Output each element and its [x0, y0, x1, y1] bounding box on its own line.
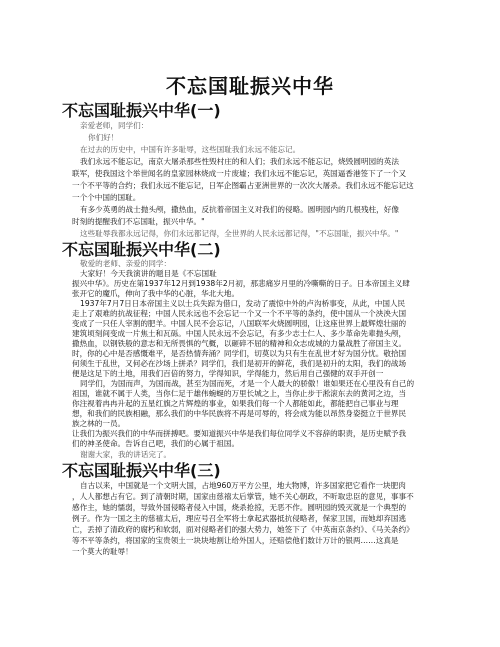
section-2-line: 同学们，为国而声，为国而战，甚至为国而死，才是一个人最大的骄傲！谁如果还在心里没有自己的 [80, 379, 415, 388]
section-2-line: 变成了一只任人宰割的肥羊。中国人民不会忘记，八国联军火烧圆明园，让这座世界上最辉煌壮丽的 [72, 319, 407, 328]
section-2-line: 族之林的一员。 [72, 419, 126, 428]
section-1-line: 亲爱老师，同学们： [80, 121, 149, 130]
section-2-line: 便是这足下的土地，用我们百倍的努力，学得知识，学得能力，然后用自己强健的双手开创一 [72, 369, 384, 378]
section-2-line: 建筑顷刻间变成一片焦土和瓦砾。中国人民永远不会忘记，有多少志士仁人、多少革命先辈抛头颅， [72, 329, 407, 338]
section-1-line: 一个不平等的合约；我们永远不能忘记，日军企图霸占亚洲世界的一次次大屠杀。我们永远不能忘记这 [72, 181, 414, 190]
section-3-line: 亡，丢掉了清政府的腐朽和软弱，面对侵略者们的强大势力，她签下了《中英南京条约》、《马关条约》 [72, 525, 414, 534]
section-1-line: 一个个中国的国耻。 [72, 193, 141, 202]
section-2-line: 让我们为振兴我们的中华而拼搏吧。要知道振兴中华是我们每位同学义不容辞的职责，是历史赋予我 [72, 429, 407, 438]
section-1-line: 你们好！ [88, 133, 119, 142]
section-2-line: 1937年7月7日日本帝国主义以士兵失踪为借口，发动了震惊中外的卢沟桥事变，从此，中国人民 [80, 299, 406, 308]
section-2-line: 想，和我们的民族相融，那么我们的中华民族将不再是可辱的，将会成为能以昂然身姿挺立于世界民 [72, 409, 407, 418]
section-2-line: 撒热血，以钢铁般的意志和无所畏惧的气概，以砸碎不屈的精神和众志成城的力量战胜了帝国主义。 [72, 339, 407, 348]
section-1-line: 在过去的历史中，中国有许多耻辱，这些国耻我们永远不能忘记。 [80, 145, 301, 154]
section-2-line: 大家好！今天我演讲的题目是《不忘国耻 [80, 269, 217, 278]
section-2-line: 张开它的魔爪，伸向了我中华的心脏，华北大地。 [72, 289, 240, 298]
section-2-line: 时，你的心中是否感慨难平，是否热情奔涌？同学们，切莫以为只有生在乱世才好为国分忧。敬拾国 [72, 349, 407, 358]
section-1-line: 联军，使我国这个举世闻名的皇家园林烧成一片废墟；我们永远不能忘记，英国逼香港签下了一个又 [72, 169, 407, 178]
section-3-heading: 不忘国耻振兴中华(三) [62, 461, 221, 480]
section-3-line: 一个莫大的耻辱！ [72, 547, 133, 556]
section-1-line: 这些耻辱我都永远记得，你们永远都记得，全世界的人民永远都记得，"不忘国耻，振兴中华。" [80, 229, 399, 238]
section-2-line: 敬爱的老师、亲爱的同学： [80, 259, 172, 268]
section-2-line: 何须生于乱世，又何必在沙场上拼杀？同学们，我们是初开的鲜花，我们是初升的太阳，我们的战场 [72, 359, 407, 368]
section-2-line: 祖国，谁就不属于人类，当你仁足于雄伟蜿蜒的万里长城之上，当你止步于淞滚东去的黄河之边，当 [72, 389, 407, 398]
section-1-heading: 不忘国耻振兴中华(一) [62, 101, 221, 120]
section-3-line: 自古以来，中国就是一个文明大国，占地960万平方公里，地大物博，许多国家把它看作一块肥肉 [80, 481, 406, 490]
section-1-line: 时刻的提醒我们不忘国耻，振兴中华。" [72, 217, 205, 226]
section-2-heading: 不忘国耻振兴中华(二) [62, 240, 221, 259]
section-2-line: 你注视着冉冉升起的五星红旗之片辉煌的事业，如果我们每一个人都能如此，都能把自己事业与理 [72, 399, 399, 408]
document-title: 不忘国耻振兴中华 [166, 74, 334, 98]
section-2-line: 谢谢大家，我的讲话完了。 [80, 450, 172, 459]
section-3-line: 感作主，她的懦弱，导致外国侵略者侵入中国，烧杀抢掠，无恶不作。圆明园的毁灭就是一个典型的 [72, 503, 407, 512]
section-2-line: 走上了艰难的抗战征程；中国人民永远也不会忘记一个又一个不平等的条约，使中国从一个泱泱大国 [72, 309, 407, 318]
section-1-line: 我们永远不能忘记，南京大屠杀那些性毁村庄的和人们；我们永远不能忘记，烧毁圆明园的英法 [80, 157, 399, 166]
section-3-line: ，人人都想占有它。到了清朝时期，国家由慈禧太后掌管，她不关心朝政，不听取忠臣的意见，事事不 [72, 492, 414, 501]
section-3-line: 例子。作为一国之主的慈禧太后，理应号召全军将士拿起武器抵抗侵略者，保家卫国，而她却弃国逃 [72, 514, 407, 523]
section-1-line: 有多少英勇的战士抛头颅，撒热血，反抗着帝国主义对我们的侵略。圆明园内的几根残柱，好像 [80, 205, 399, 214]
section-3-line: 等不平等条约，将国家的宝贵领土一块块地割让给外国人，还赔偿他们数计万计的银两……这真是 [72, 536, 399, 545]
section-2-line: 们的神圣使命。告诉自己吧，我们的心属于祖国。 [72, 439, 240, 448]
section-2-line: 振兴中华》。历史在第1937年12月到1938年2月初，那悲痛岁月里的冷嘶嘶的日子。日本帝国主义肆 [72, 279, 410, 288]
